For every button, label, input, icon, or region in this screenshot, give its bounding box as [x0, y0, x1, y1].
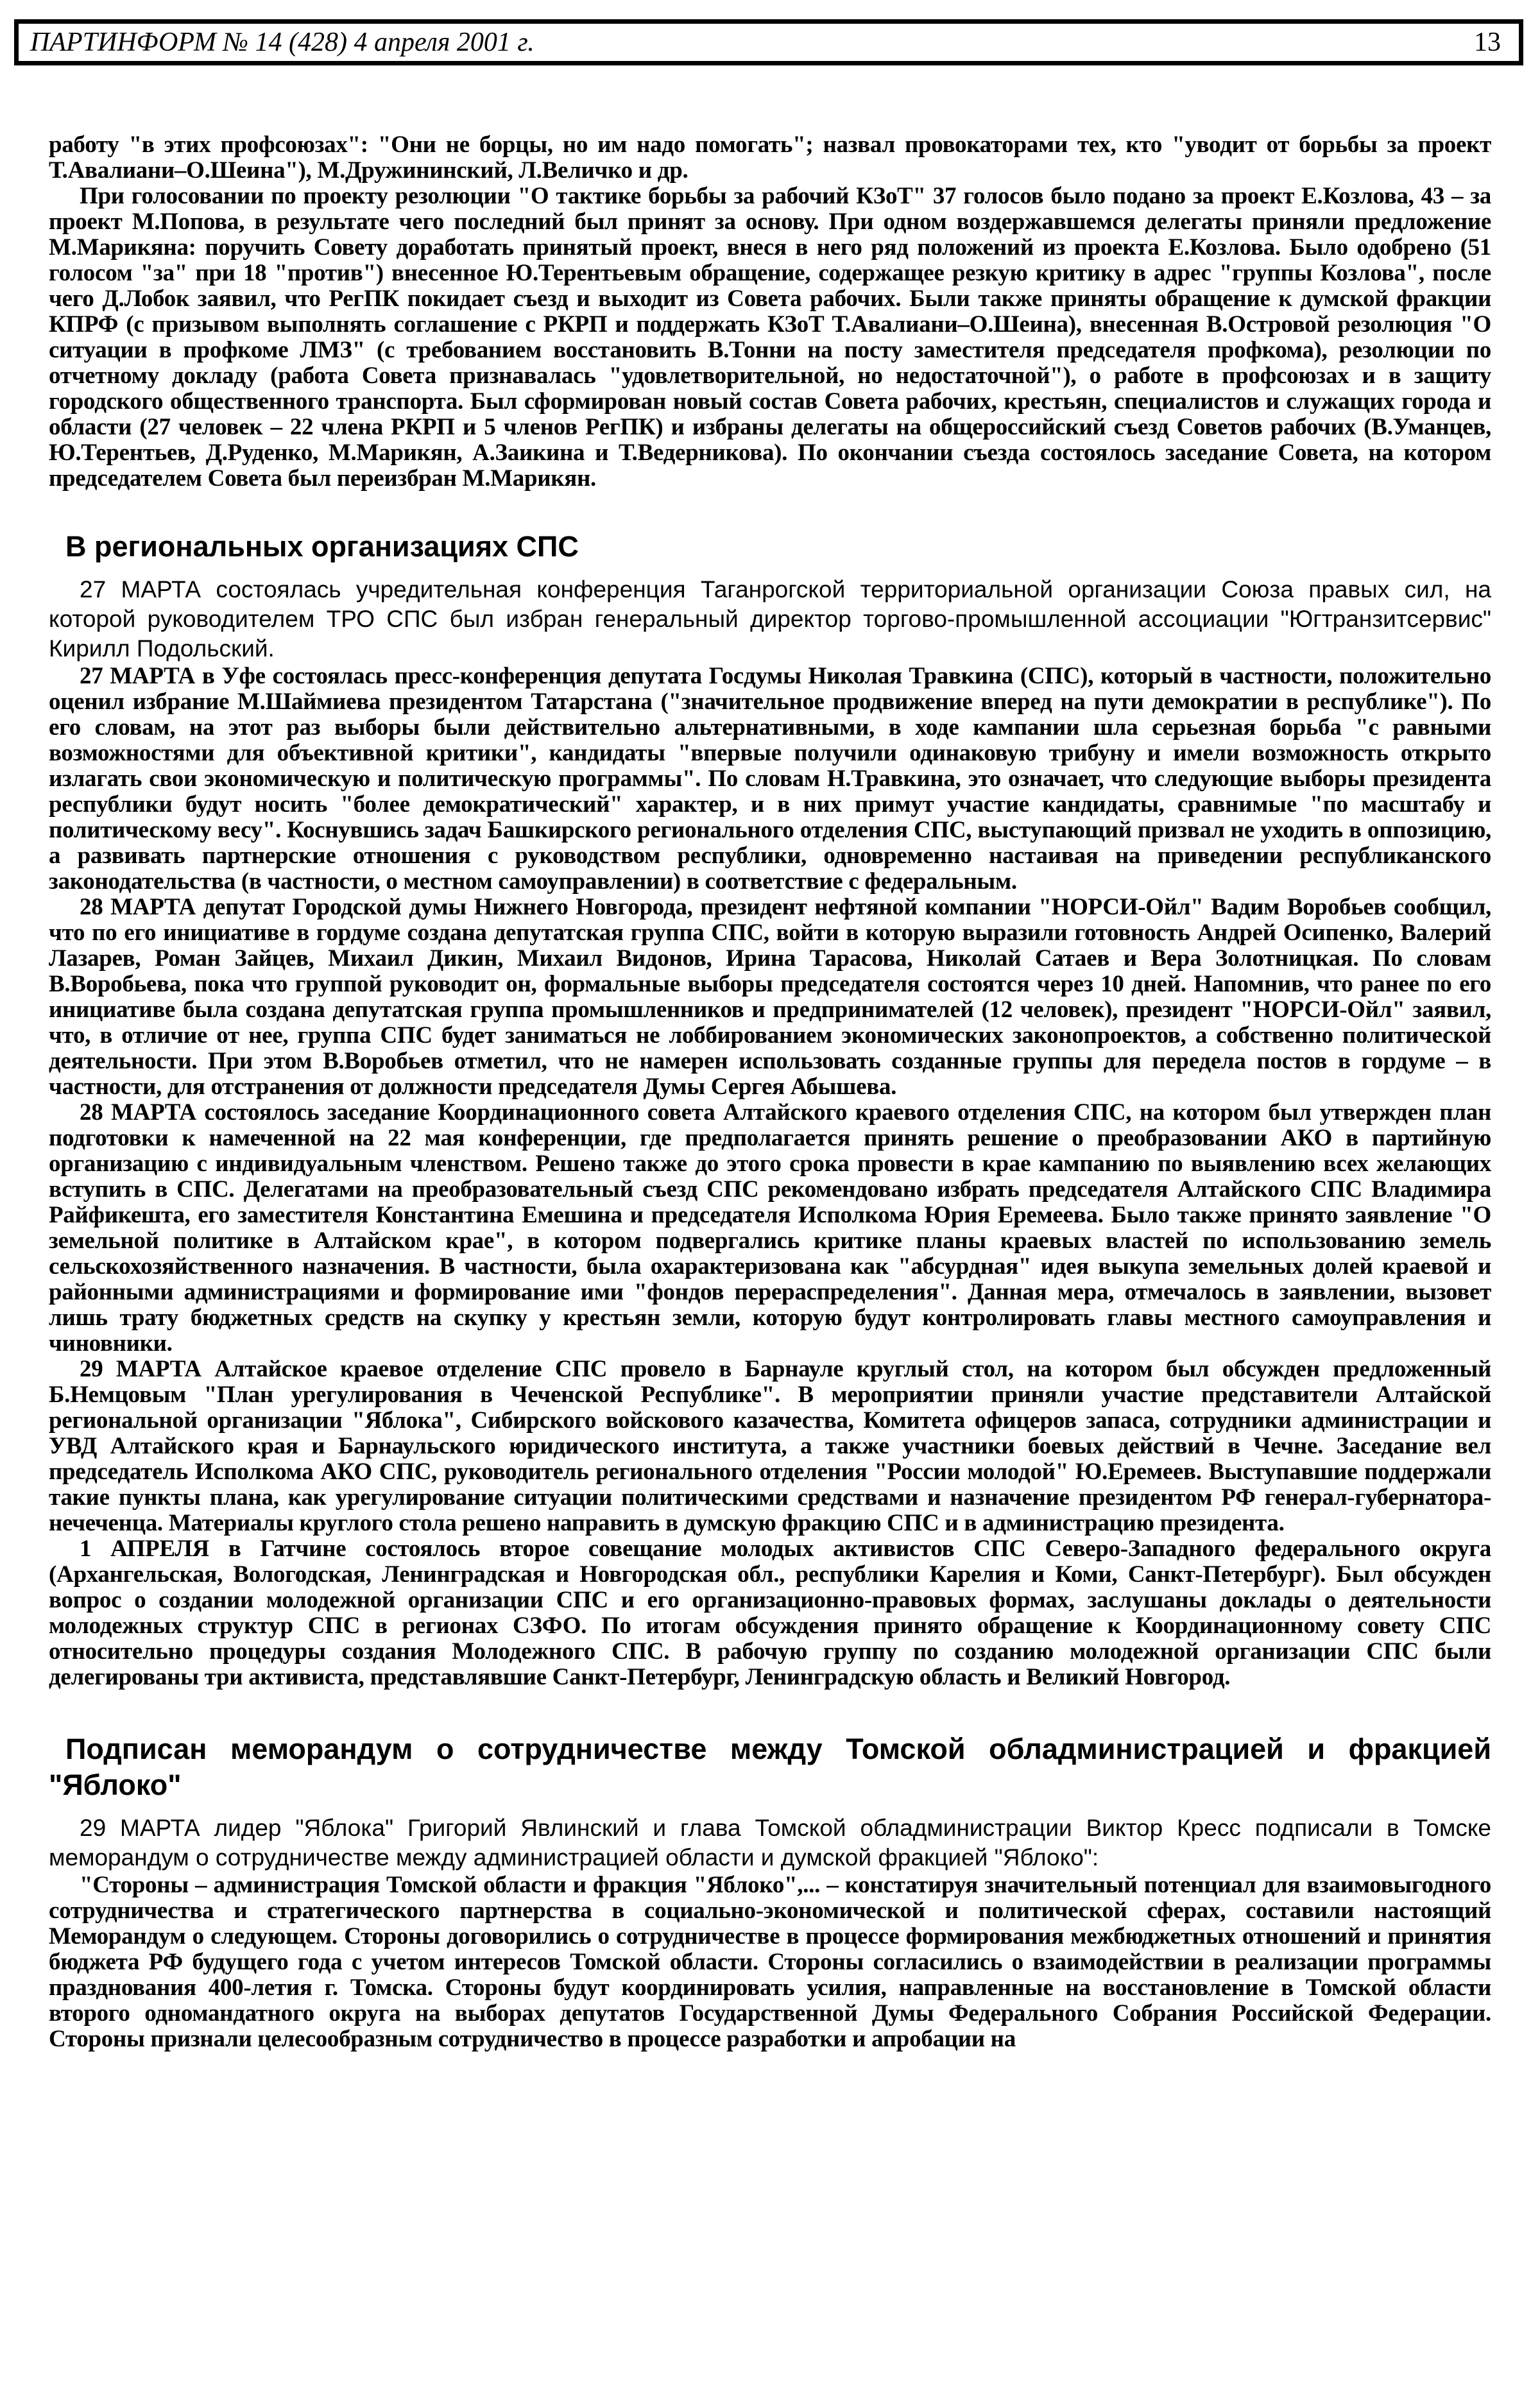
paragraph-kzot-vote: При голосовании по проекту резолюции "О тактике борьбы за рабочий КЗоТ" 37 голосов было подано за проект Е.Козлова, 43 – за проект М.Попова, в результате чего последний был принят за основу. При одном воздержавшемся делегаты приняли предложение М.Марикяна: поручить Совету доработать принятый проект, внеся в него ряд положений из проекта Е.Козлова. Было одобрено (51 голосом "за" при 18 "против") внесенное Ю.Терентьевым обращение, содержащее резкую критику в адрес "группы Козлова", после чего Д.Лобок заявил, что РегПК покидает съезд и выходит из Совета рабочих. Были также приняты обращение к думской фракции КПРФ (с призывом выполнять соглашение с РКРП и поддержать КЗоТ Т.Авалиани–О.Шеина), внесенная В.Островой резолюция "О ситуации в профкоме ЛМЗ" (с требованием восстановить В.Тонни на посту заместителя председателя профкома), резолюции по отчетному докладу (работа Совета признавалась "удовлетворительной, но недостаточной"), о работе в профсоюзах и в защиту городского общественного транспорта. Был сформирован новый состав Совета рабочих, крестьян, специалистов и служащих города и области (27 человек – 22 члена РКРП и 5 членов РегПК) и избраны делегаты на общероссийский съезд Советов рабочих (В.Уманцев, Ю.Терентьев, Д.Руденко, М.Марикян, А.Заикина и Т.Ведерникова). По окончании съезда состоялось заседание Совета, на котором председателем Совета был переизбран М.Марикян.	[49, 183, 1491, 492]
paragraph-nizhny-novgorod-group: 28 МАРТА депутат Городской думы Нижнего Новгорода, президент нефтяной компании "НОРСИ-Ойл" Вадим Воробьев сообщил, что по его инициативе в гордуме создана депутатская группа СПС, войти в которую выразили готовность Андрей Осипенко, Валерий Лазарев, Роман Зайцев, Михаил Дикин, Михаил Видонов, Ирина Тарасова, Николай Сатаев и Вера Золотницкая. По словам В.Воробьева, пока что группой руководит он, формальные выборы председателя состоятся через 10 дней. Напомнив, что ранее по его инициативе была создана депутатская группа промышленников и предпринимателей (12 человек), президент "НОРСИ-Ойл" заявил, что, в отличие от нее, группа СПС будет заниматься не лоббированием экономических законопроектов, а собственно политической деятельности. При этом В.Воробьев отметил, что не намерен использовать созданные группы для передела постов в гордуме – в частности, для отстранения от должности председателя Думы Сергея Абышева.	[49, 894, 1491, 1100]
section-heading-tomsk-memorandum: Подписан меморандум о сотрудничестве между Томской обладминистрацией и фракцией "Яблоко"	[49, 1733, 1491, 1801]
paragraph-profunion-continuation: работу "в этих профсоюзах": "Они не борцы, но им надо помогать"; назвал провокаторами тех, кто "уводит от борьбы за проект Т.Авалиани–О.Шеина"), М.Дружининский, Л.Величко и др.	[49, 132, 1491, 184]
paragraph-taganrog-conference: 27 МАРТА состоялась учредительная конференция Таганрогской территориальной организации Союза правых сил, на которой руководителем ТРО СПС был избран генеральный директор торгово-промышленной ассоциации "Югтранзитсервис" Кирилл Подольский.	[49, 576, 1491, 662]
paragraph-barnaul-round-table: 29 МАРТА Алтайское краевое отделение СПС провело в Барнауле круглый стол, на котором был обсужден предложенный Б.Немцовым "План урегулирования в Чеченской Республике". В мероприятии приняли участие представители Алтайской региональной организации "Яблока", Сибирского войскового казачества, Комитета офицеров запаса, сотрудники администрации и УВД Алтайского края и Барнаульского юридического института, а также участники боевых действий в Чечне. Заседание вел председатель Исполкома АКО СПС, руководитель регионального отделения "России молодой" Ю.Еремеев. Выступавшие поддержали такие пункты плана, как урегулирование ситуации политическими средствами и назначение президентом РФ генерал-губернатора-нечеченца. Материалы круглого стола решено направить в думскую фракцию СПС и в администрацию президента.	[49, 1356, 1491, 1536]
paragraph-memorandum-signing: 29 МАРТА лидер "Яблока" Григорий Явлинский и глава Томской обладминистрации Виктор Кресс подписали в Томске меморандум о сотрудничестве между администрацией области и думской фракцией "Яблоко":	[49, 1815, 1491, 1871]
page-number: 13	[1474, 28, 1501, 57]
newsletter-masthead: ПАРТИНФОРМ № 14 (428) 4 апреля 2001 г.	[30, 28, 535, 57]
paragraph-altai-coordination-council: 28 МАРТА состоялось заседание Координационного совета Алтайского краевого отделения СПС, на котором был утвержден план подготовки к намеченной на 22 мая конференции, где предполагается принять решение о преобразовании АКО в партийную организацию с индивидуальным членством. Решено также до этого срока провести в крае кампанию по выявлению всех желающих вступить в СПС. Делегатами на преобразовательный съезд СПС рекомендовано избрать председателя Алтайского СПС Владимира Райфикешта, его заместителя Константина Емешина и председателя Исполкома Юрия Еремеева. Было также принято заявление "О земельной политике в Алтайском крае", в котором подвергались критике планы краевых властей по использованию земель сельскохозяйственного назначения. В частности, была охарактеризована как "абсурдная" идея выкупа земельных долей краевой и районными администрациями и формирование ими "фондов перераспределения". Данная мера, отмечалось в заявлении, вызовет лишь трату бюджетных средств на скупку у крестьян земли, которую будут контролировать главы местного самоуправления и чиновники.	[49, 1099, 1491, 1357]
page-content	[49, 132, 1491, 2052]
page-header-box	[14, 19, 1523, 65]
paragraph-gatchina-youth-meeting: 1 АПРЕЛЯ в Гатчине состоялось второе совещание молодых активистов СПС Северо-Западного федерального округа (Архангельская, Вологодская, Ленинградская и Новгородская обл., республики Карелия и Коми, Санкт-Петербург). Был обсужден вопрос о создании молодежной организации СПС и его организационно-правовых формах, заслушаны доклады о деятельности молодежных структур СПС в регионах СЗФО. По итогам обсуждения принято обращение к Координационному совету СПС относительно процедуры создания Молодежного СПС. В рабочую группу по созданию молодежной организации СПС были делегированы три активиста, представлявшие Санкт-Петербург, Ленинградскую область и Великий Новгород.	[49, 1536, 1491, 1690]
section-heading-sps-regional: В региональных организациях СПС	[65, 530, 579, 563]
paragraph-ufa-press-conference: 27 МАРТА в Уфе состоялась пресс-конференция депутата Госдумы Николая Травкина (СПС), который в частности, положительно оценил избрание М.Шаймиева президентом Татарстана ("значительное продвижение вперед на пути демократии в республике"). По его словам, на этот раз выборы были действительно альтернативными, в ходе кампании шла серьезная борьба "с равными возможностями для объективной критики", кандидаты "впервые получили одинаковую трибуну и имели возможность открыто излагать свои экономическую и политическую программы". По словам Н.Травкина, это означает, что следующие выборы президента республики будут носить "более демократический" характер, и в них примут участие кандидаты, сравнимые "по масштабу и политическому весу". Коснувшись задач Башкирского регионального отделения СПС, выступающий призвал не уходить в оппозицию, а развивать партнерские отношения с руководством республики, одновременно настаивая на приведении республиканского законодательства (в частности, о местном самоуправлении) в соответствие с федеральным.	[49, 663, 1491, 895]
paragraph-memorandum-text: "Стороны – администрация Томской области и фракция "Яблоко",... – констатируя значительный потенциал для взаимовыгодного сотрудничества и стратегического партнерства в социально-экономической и политической сферах, составили настоящий Меморандум о следующем. Стороны договорились о сотрудничестве в процессе формирования межбюджетных отношений и принятия бюджета РФ будущего года с учетом интересов Томской области. Стороны согласились о взаимодействии в реализации программы празднования 400-летия г. Томска. Стороны будут координировать усилия, направленные на восстановление в Томской области второго одномандатного округа на выборах депутатов Государственной Думы Федерального Собрания Российской Федерации. Стороны признали целесообразным сотрудничество в процессе разработки и апробации на	[49, 1872, 1491, 2052]
